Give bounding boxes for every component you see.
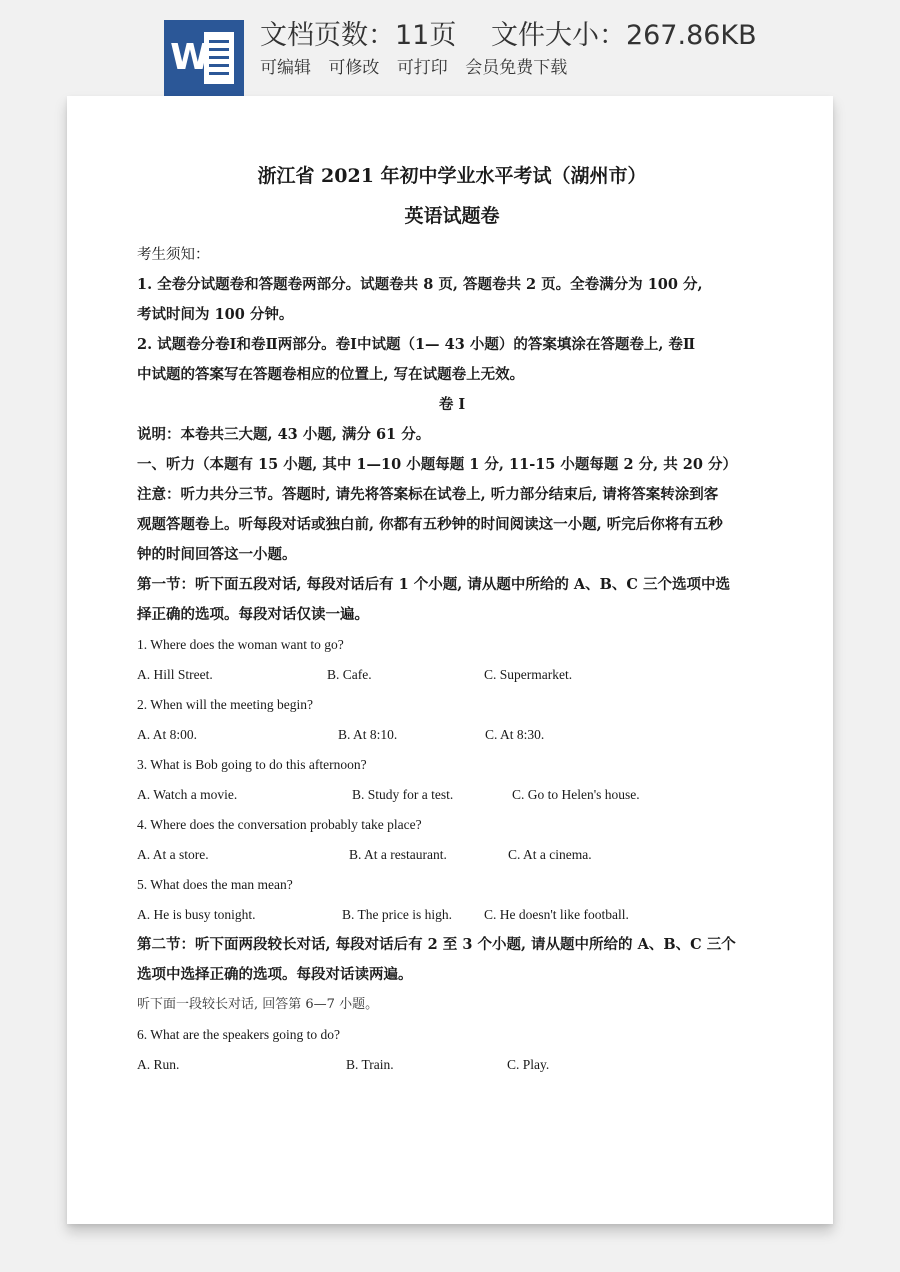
question: 3. What is Bob going to do this afternoon?	[137, 757, 367, 772]
question: 5. What does the man mean?	[137, 877, 293, 892]
option-b: B. Train.	[346, 1057, 394, 1072]
word-page-line	[209, 40, 229, 43]
question-options	[137, 1050, 767, 1080]
option-c: C. At a cinema.	[508, 847, 592, 862]
word-page-line	[209, 48, 229, 51]
question: 1. Where does the woman want to go?	[137, 637, 344, 652]
option-c: C. Play.	[507, 1057, 550, 1072]
option-c: C. Go to Helen's house.	[512, 787, 640, 802]
word-page-line	[209, 64, 229, 67]
word-page-line	[209, 56, 229, 59]
question: 2. When will the meeting begin?	[137, 697, 313, 712]
option-b: B. The price is high.	[342, 907, 452, 922]
question-options	[137, 840, 767, 870]
notice-1-line-2: 考试时间为 100 分钟。	[137, 306, 294, 323]
feature-printable: 可打印	[396, 58, 448, 78]
word-page-line	[209, 72, 229, 75]
option-a: A. At 8:00.	[137, 727, 198, 742]
option-c: C. He doesn't like football.	[484, 907, 629, 922]
exam-title: 浙江省 2021 年初中学业水平考试（湖州市）	[257, 165, 647, 187]
question-options	[137, 900, 767, 930]
part-1-instruction-line-1: 第一节：听下面五段对话, 每段对话后有 1 个小题, 请从题中所给的 A、B、C 三个选项中选	[137, 576, 731, 593]
option-a: A. At a store.	[137, 847, 209, 862]
option-b: B. Study for a test.	[352, 787, 454, 802]
feature-modifiable: 可修改	[328, 58, 380, 78]
exam-subtitle: 英语试题卷	[404, 205, 500, 227]
feature-list	[260, 56, 820, 80]
page-count: 文档页数：11页	[260, 20, 457, 51]
document-page	[67, 96, 833, 1224]
question-options	[137, 780, 767, 810]
notice-2-line-1: 2. 试题卷分卷Ⅰ和卷Ⅱ两部分。卷Ⅰ中试题（1— 43 小题）的答案填涂在答题卷上, 卷Ⅱ	[137, 336, 696, 353]
option-b: B. Cafe.	[327, 667, 372, 682]
document-content	[137, 156, 767, 1080]
question-options	[137, 660, 767, 690]
option-a: A. Watch a movie.	[137, 787, 238, 802]
part-2-instruction-line-2: 选项中选择正确的选项。每段对话读两遍。	[137, 966, 413, 983]
part-2-instruction-line-1: 第二节：听下面两段较长对话, 每段对话后有 2 至 3 个小题, 请从题中所给的 A、B、C 三个	[137, 936, 736, 953]
listening-heading: 一、听力（本题有 15 小题, 其中 1—10 小题每题 1 分, 11-15 小题每题 2 分, 共 20 分）	[137, 456, 737, 473]
option-c: C. Supermarket.	[484, 667, 573, 682]
file-stats	[260, 18, 820, 54]
question: 6. What are the speakers going to do?	[137, 1027, 340, 1042]
feature-member-download: 会员免费下载	[465, 58, 568, 78]
word-letter: W	[170, 37, 210, 78]
listening-note-line-2: 观题答题卷上。听每段对话或独白前, 你都有五秒钟的时间阅读这一小题, 听完后你将有五秒	[137, 516, 723, 533]
listening-note-line-1: 注意：听力共分三节。答题时, 请先将答案标在试卷上, 听力部分结束后, 请将答案转涂到客	[137, 486, 719, 503]
option-c: C. At 8:30.	[485, 727, 545, 742]
section-explanation: 说明：本卷共三大题, 43 小题, 满分 61 分。	[137, 426, 431, 443]
option-a: A. He is busy tonight.	[137, 907, 256, 922]
option-a: A. Run.	[137, 1057, 180, 1072]
part-2-dialogue-instruction: 听下面一段较长对话, 回答第 6—7 小题。	[137, 997, 379, 1012]
question-options	[137, 720, 767, 750]
feature-editable: 可编辑	[260, 58, 311, 78]
file-info	[260, 18, 820, 80]
notice-2-line-2: 中试题的答案写在答题卷相应的位置上, 写在试题卷上无效。	[137, 366, 525, 383]
notice-heading: 考生须知：	[137, 247, 210, 263]
word-document-icon	[164, 20, 244, 96]
file-size: 文件大小：267.86KB	[490, 20, 757, 51]
option-b: B. At 8:10.	[338, 727, 398, 742]
option-b: B. At a restaurant.	[349, 847, 447, 862]
notice-1-line-1: 1. 全卷分试题卷和答题卷两部分。试题卷共 8 页, 答题卷共 2 页。全卷满分为 100 分,	[137, 276, 703, 293]
option-a: A. Hill Street.	[137, 667, 213, 682]
download-banner	[0, 0, 900, 96]
listening-note-line-3: 钟的时间回答这一小题。	[137, 546, 297, 563]
part-1-instruction-line-2: 择正确的选项。每段对话仅读一遍。	[137, 606, 369, 623]
question: 4. Where does the conversation probably take place?	[137, 817, 422, 832]
section-label: 卷 I	[438, 396, 466, 413]
